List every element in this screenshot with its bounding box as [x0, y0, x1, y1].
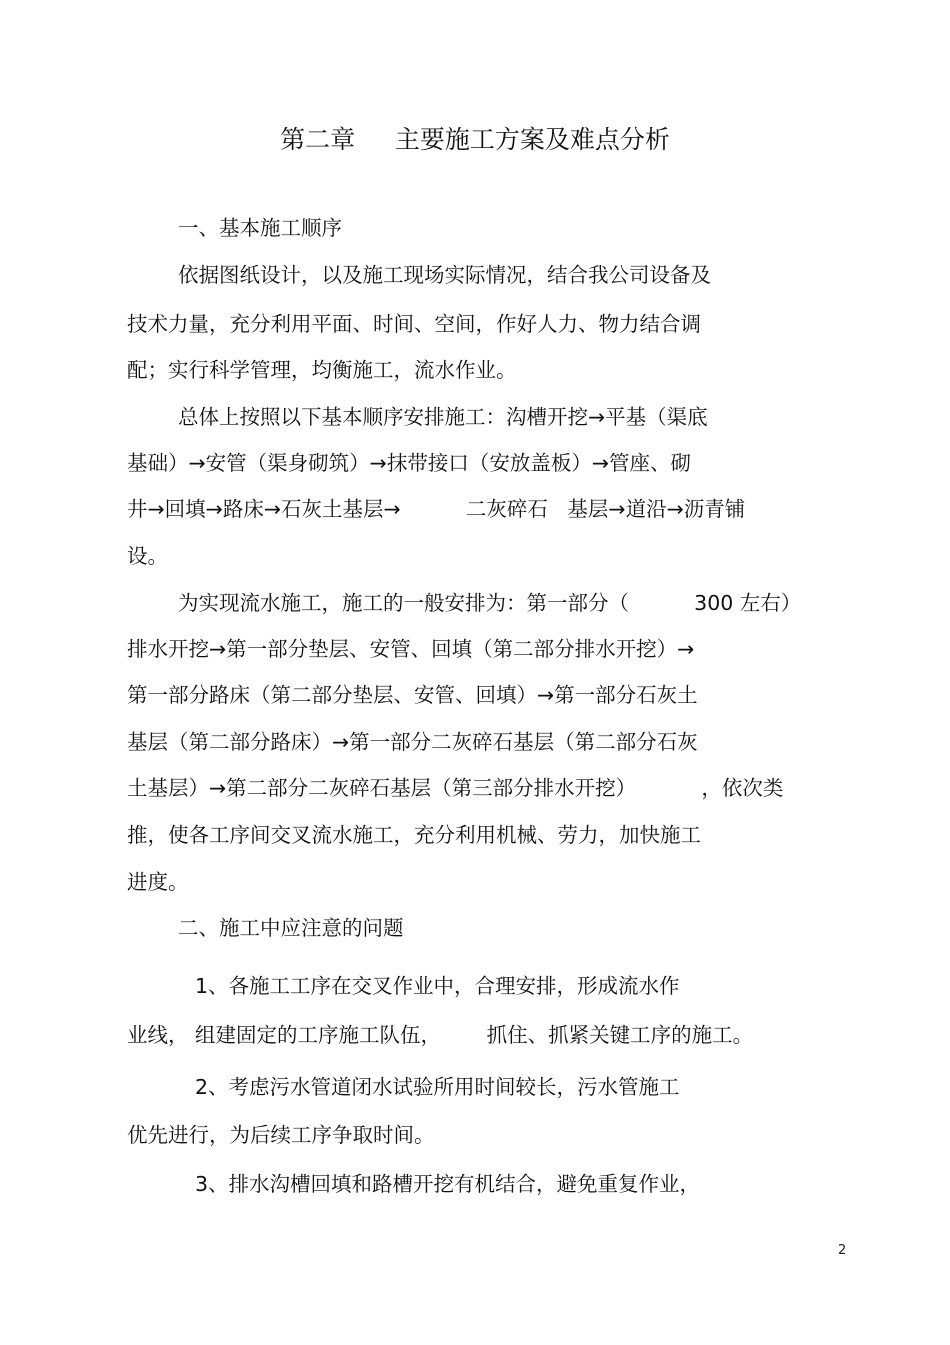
paragraph-line: 进度。 — [127, 870, 189, 894]
list-item-line: 1、各施工工序在交叉作业中，合理安排，形成流水作 — [195, 974, 680, 998]
page-number: 2 — [838, 1243, 847, 1258]
paragraph-line: 总体上按照以下基本顺序安排施工：沟槽开挖→平基（渠底 — [178, 405, 708, 429]
section-heading-1: 一、基本施工顺序 — [178, 216, 342, 240]
paragraph-line: 配；实行科学管理，均衡施工，流水作业。 — [127, 358, 517, 382]
list-item-line: 业线， 组建固定的工序施工队伍， 抓住、抓紧关键工序的施工。 — [127, 1023, 754, 1047]
list-item-line: 3、排水沟槽回填和路槽开挖有机结合，避免重复作业， — [195, 1172, 701, 1196]
paragraph-line: 为实现流水施工，施工的一般安排为：第一部分（ 300 左右） — [178, 591, 802, 615]
list-item-line: 优先进行，为后续工序争取时间。 — [127, 1123, 435, 1147]
paragraph-line: 技术力量，充分利用平面、时间、空间，作好人力、物力结合调 — [127, 312, 701, 336]
paragraph-line: 推，使各工序间交叉流水施工，充分利用机械、劳力，加快施工 — [127, 823, 701, 847]
section-heading-2: 二、施工中应注意的问题 — [178, 916, 404, 940]
paragraph-line: 设。 — [127, 544, 168, 568]
paragraph-line: 第一部分路床（第二部分垫层、安管、回填）→第一部分石灰土 — [127, 683, 698, 707]
paragraph-line: 基础）→安管（渠身砌筑）→抹带接口（安放盖板）→管座、砌 — [127, 451, 692, 475]
paragraph-line: 依据图纸设计，以及施工现场实际情况，结合我公司设备及 — [178, 263, 711, 287]
chapter-title: 第二章 主要施工方案及难点分析 — [280, 125, 670, 154]
paragraph-line: 基层（第二部分路床）→第一部分二灰碎石基层（第二部分石灰 — [127, 730, 698, 754]
paragraph-line: 土基层）→第二部分二灰碎石基层（第三部分排水开挖） ，依次类 — [127, 776, 784, 800]
paragraph-line: 井→回填→路床→石灰土基层→ 二灰碎石 基层→道沿→沥青铺 — [127, 497, 746, 521]
paragraph-line: 排水开挖→第一部分垫层、安管、回填（第二部分排水开挖）→ — [127, 637, 695, 661]
list-item-line: 2、考虑污水管道闭水试验所用时间较长，污水管施工 — [195, 1075, 680, 1099]
